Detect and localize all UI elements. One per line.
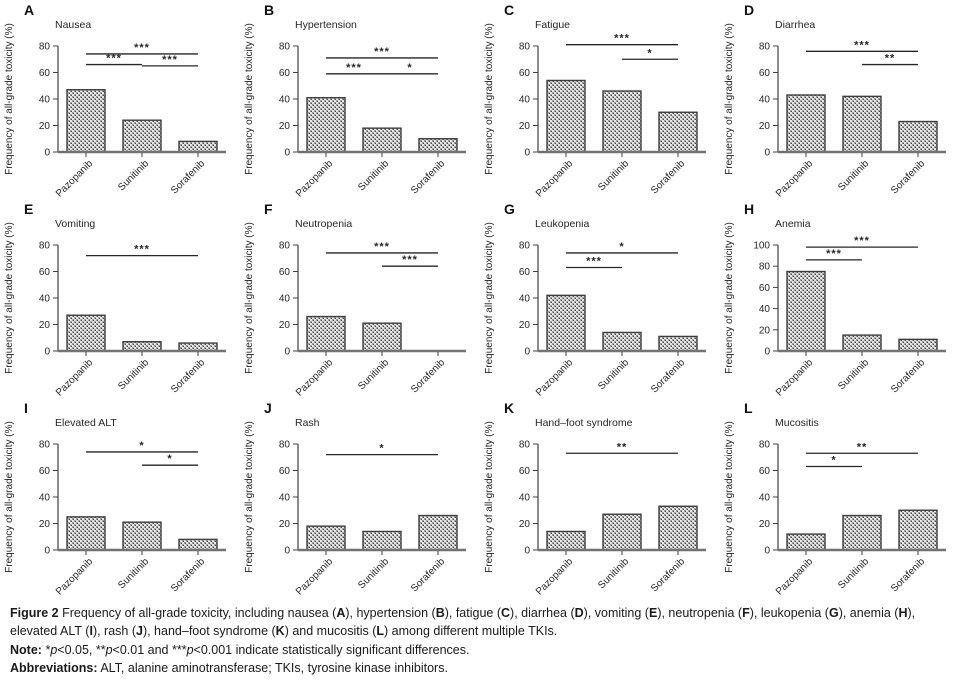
bar-Pazopanib [67,315,105,351]
y-tick-label: 80 [518,439,530,451]
x-category-label: Pazopanib [533,357,576,399]
bar-chart-D [720,0,952,199]
x-category-label: Sorafenib [409,357,448,396]
y-tick-label: 40 [758,304,770,316]
y-tick-label: 0 [284,346,290,358]
x-category-label: Sunitinib [596,357,632,393]
x-category-label: Sunitinib [356,357,392,393]
x-category-label: Pazopanib [53,357,96,399]
bar-Pazopanib [787,534,825,550]
x-category-label: Sunitinib [356,158,392,194]
y-tick-label: 20 [38,121,50,132]
y-tick-label: 40 [38,492,50,504]
bar-Sunitinib [363,128,401,152]
bar-Pazopanib [307,98,345,152]
chart-title: Mucositis [775,417,819,429]
y-tick-label: 60 [518,68,530,79]
y-tick-label: 60 [518,267,530,278]
bar-Sorafenib [419,516,457,550]
caption-note-line [10,642,950,660]
y-tick-label: 20 [278,519,290,530]
bar-Sorafenib [419,139,457,152]
y-tick-label: 40 [758,492,770,504]
bar-Sorafenib [179,141,217,152]
x-category-label: Sunitinib [836,556,872,592]
x-category-label: Sunitinib [116,556,152,592]
chart-title: Neutropenia [295,218,353,230]
y-tick-label: 60 [758,466,770,477]
bar-Sunitinib [123,522,161,550]
y-tick-label: 0 [44,147,50,159]
x-category-label: Sorafenib [649,357,688,396]
y-tick-label: 40 [278,293,290,305]
x-category-label: Sorafenib [169,158,208,197]
bar-Sunitinib [603,514,641,550]
bar-Pazopanib [547,80,585,152]
x-category-label: Sunitinib [116,357,152,393]
significance-stars: *** [162,53,178,66]
panel-letter: G [504,201,515,217]
y-tick-label: 20 [38,519,50,530]
y-tick-label: 60 [38,68,50,79]
significance-stars: *** [854,235,870,248]
bar-chart-J [240,398,472,597]
bar-Pazopanib [787,272,825,352]
bar-Sorafenib [659,112,697,152]
bar-Sunitinib [123,342,161,351]
caption-figure-line [10,605,950,641]
bar-chart-B [240,0,472,199]
y-tick-label: 40 [758,94,770,106]
bar-Sorafenib [899,510,937,550]
y-tick-label: 20 [518,519,530,530]
significance-stars: * [407,61,413,74]
y-tick-label: 40 [278,492,290,504]
y-axis-label: Frequency of all-grade toxicity (%) [4,421,15,573]
panel-letter: C [504,2,515,18]
x-category-label: Sunitinib [836,357,872,393]
panel-C [480,0,720,199]
note-text: *p<0.05, **p<0.01 and ***p<0.001 indicate statistically significant differences. [45,642,470,657]
significance-stars: *** [346,61,362,74]
bar-Sorafenib [899,339,937,351]
significance-stars: *** [374,240,390,253]
chart-title: Anemia [775,218,811,230]
significance-stars: ** [616,441,628,454]
y-tick-label: 20 [38,320,50,331]
bar-Sunitinib [603,332,641,351]
chart-title: Diarrhea [775,19,816,31]
significance-stars: * [831,454,837,467]
panel-letter: A [24,2,35,18]
y-tick-label: 0 [44,346,50,358]
panel-letter: I [24,400,28,416]
y-axis-label: Frequency of all-grade toxicity (%) [484,222,495,374]
bar-chart-G [480,199,712,398]
figure-label: Figure 2 [10,606,59,620]
bar-Sunitinib [843,335,881,351]
panel-H [720,199,960,398]
y-tick-label: 0 [764,545,770,557]
y-tick-label: 20 [278,121,290,132]
bar-chart-A [0,0,232,199]
x-category-label: Pazopanib [533,158,576,200]
y-tick-label: 80 [518,41,530,53]
y-tick-label: 80 [38,41,50,53]
bar-Sunitinib [123,120,161,152]
panel-I [0,398,240,597]
chart-title: Fatigue [535,19,571,31]
y-axis-label: Frequency of all-grade toxicity (%) [244,23,255,175]
x-category-label: Sorafenib [169,556,208,595]
significance-stars: ** [856,441,868,454]
y-tick-label: 80 [38,439,50,451]
figure-caption [10,605,950,678]
y-axis-label: Frequency of all-grade toxicity (%) [724,23,735,175]
y-tick-label: 40 [38,293,50,305]
y-axis-label: Frequency of all-grade toxicity (%) [724,421,735,573]
y-axis-label: Frequency of all-grade toxicity (%) [244,421,255,573]
y-tick-label: 0 [764,346,770,358]
y-tick-label: 80 [278,41,290,53]
bar-Sorafenib [179,539,217,550]
significance-stars: *** [134,243,150,256]
significance-stars: * [379,442,385,455]
y-axis-label: Frequency of all-grade toxicity (%) [4,222,15,374]
y-tick-label: 20 [278,320,290,331]
x-category-label: Pazopanib [293,158,336,200]
y-tick-label: 0 [284,147,290,159]
x-category-label: Sorafenib [889,556,928,595]
bar-Sorafenib [659,336,697,351]
bar-chart-F [240,199,472,398]
panel-K [480,398,720,597]
bar-Pazopanib [67,90,105,152]
bar-Pazopanib [67,517,105,550]
x-category-label: Sorafenib [889,158,928,197]
y-tick-label: 60 [758,282,770,294]
y-tick-label: 0 [524,545,530,557]
bar-Sunitinib [843,516,881,550]
bar-Pazopanib [547,531,585,550]
bar-chart-C [480,0,712,199]
y-tick-label: 40 [518,94,530,106]
y-tick-label: 80 [518,240,530,252]
bar-Sorafenib [899,122,937,152]
x-category-label: Sunitinib [836,158,872,194]
bar-Sunitinib [363,323,401,351]
significance-stars: *** [614,32,630,45]
y-axis-label: Frequency of all-grade toxicity (%) [484,421,495,573]
x-category-label: Sunitinib [116,158,152,194]
significance-stars: * [139,439,145,452]
panel-letter: H [744,201,755,217]
x-category-label: Sorafenib [409,158,448,197]
x-category-label: Pazopanib [53,556,96,598]
x-category-label: Sorafenib [409,556,448,595]
y-tick-label: 80 [278,240,290,252]
x-category-label: Sorafenib [169,357,208,396]
x-category-label: Sunitinib [356,556,392,592]
bar-chart-L [720,398,952,597]
chart-title: Hypertension [295,19,357,31]
y-tick-label: 60 [278,267,290,278]
y-tick-label: 80 [758,41,770,53]
bar-Sunitinib [363,531,401,550]
bar-chart-K [480,398,712,597]
chart-title: Rash [295,417,320,429]
significance-stars: *** [106,52,122,65]
x-category-label: Pazopanib [773,556,816,598]
chart-title: Nausea [55,19,92,31]
abbreviations-text: ALT, alanine aminotransferase; TKIs, tyrosine kinase inhibitors. [100,661,448,676]
y-tick-label: 20 [518,121,530,132]
bar-chart-E [0,199,232,398]
significance-stars: ** [884,52,896,65]
panel-F [240,199,480,398]
x-category-label: Sunitinib [596,158,632,194]
chart-title: Elevated ALT [55,417,117,429]
significance-stars: *** [134,41,150,54]
bar-chart-I [0,398,232,597]
y-tick-label: 20 [758,121,770,132]
panel-G [480,199,720,398]
x-category-label: Pazopanib [53,158,96,200]
bar-Sunitinib [603,91,641,152]
y-tick-label: 60 [278,466,290,477]
x-category-label: Pazopanib [773,158,816,200]
note-label: Note: [10,642,42,657]
y-tick-label: 80 [38,240,50,252]
panel-E [0,199,240,398]
abbreviations-label: Abbreviations: [10,661,98,676]
significance-stars: * [167,453,173,466]
bar-Sunitinib [843,96,881,152]
x-category-label: Sorafenib [649,556,688,595]
significance-stars: *** [826,247,842,260]
significance-stars: *** [854,39,870,52]
bar-chart-H [720,199,952,398]
bar-Pazopanib [547,295,585,351]
x-category-label: Pazopanib [293,556,336,598]
panel-letter: D [744,2,755,18]
x-category-label: Pazopanib [773,357,816,399]
y-tick-label: 0 [524,147,530,159]
y-tick-label: 80 [278,439,290,451]
y-tick-label: 40 [518,293,530,305]
significance-stars: * [619,240,625,253]
y-tick-label: 60 [518,466,530,477]
x-category-label: Sorafenib [649,158,688,197]
y-tick-label: 0 [44,545,50,557]
chart-title: Vomiting [55,218,96,230]
significance-stars: *** [402,254,418,267]
significance-stars: * [647,47,653,60]
y-axis-label: Frequency of all-grade toxicity (%) [4,23,15,175]
figure-text: Frequency of all-grade toxicity, including nausea (A), hypertension (B), fatigue (C), diarrhea (D), vomiting (E), neutropenia (F), leukopenia (G), anemia (H), elevated ALT (I), rash (J), hand–foot syndrome (K) and mucositis (L) among different multiple TKIs. [10,606,916,638]
panel-B [240,0,480,199]
y-tick-label: 60 [38,466,50,477]
bar-Sorafenib [659,506,697,550]
y-tick-label: 80 [758,439,770,451]
bar-Pazopanib [307,526,345,550]
y-axis-label: Frequency of all-grade toxicity (%) [244,222,255,374]
y-tick-label: 80 [758,261,770,273]
y-tick-label: 0 [764,147,770,159]
panel-letter: E [24,201,34,217]
y-tick-label: 20 [758,519,770,530]
y-tick-label: 40 [38,94,50,106]
x-category-label: Sunitinib [596,556,632,592]
panel-letter: J [264,400,272,416]
y-tick-label: 60 [278,68,290,79]
y-tick-label: 60 [758,68,770,79]
y-tick-label: 20 [758,325,770,337]
panel-D [720,0,960,199]
significance-stars: *** [586,255,602,268]
panel-letter: K [504,400,515,416]
bar-Pazopanib [307,317,345,351]
panel-letter: L [744,400,753,416]
panel-letter: F [264,201,273,217]
y-tick-label: 100 [753,240,770,252]
panel-J [240,398,480,597]
panel-A [0,0,240,199]
chart-title: Leukopenia [535,218,590,230]
x-category-label: Sorafenib [889,357,928,396]
x-category-label: Pazopanib [293,357,336,399]
y-tick-label: 40 [278,94,290,106]
significance-stars: *** [374,45,390,58]
y-tick-label: 0 [284,545,290,557]
y-tick-label: 20 [518,320,530,331]
y-axis-label: Frequency of all-grade toxicity (%) [724,222,735,374]
panel-L [720,398,960,597]
y-axis-label: Frequency of all-grade toxicity (%) [484,23,495,175]
bar-Pazopanib [787,95,825,152]
y-tick-label: 40 [518,492,530,504]
y-tick-label: 60 [38,267,50,278]
y-tick-label: 0 [524,346,530,358]
chart-title: Hand–foot syndrome [535,417,633,429]
caption-abbr-line [10,660,950,678]
panel-letter: B [264,2,275,18]
x-category-label: Pazopanib [533,556,576,598]
